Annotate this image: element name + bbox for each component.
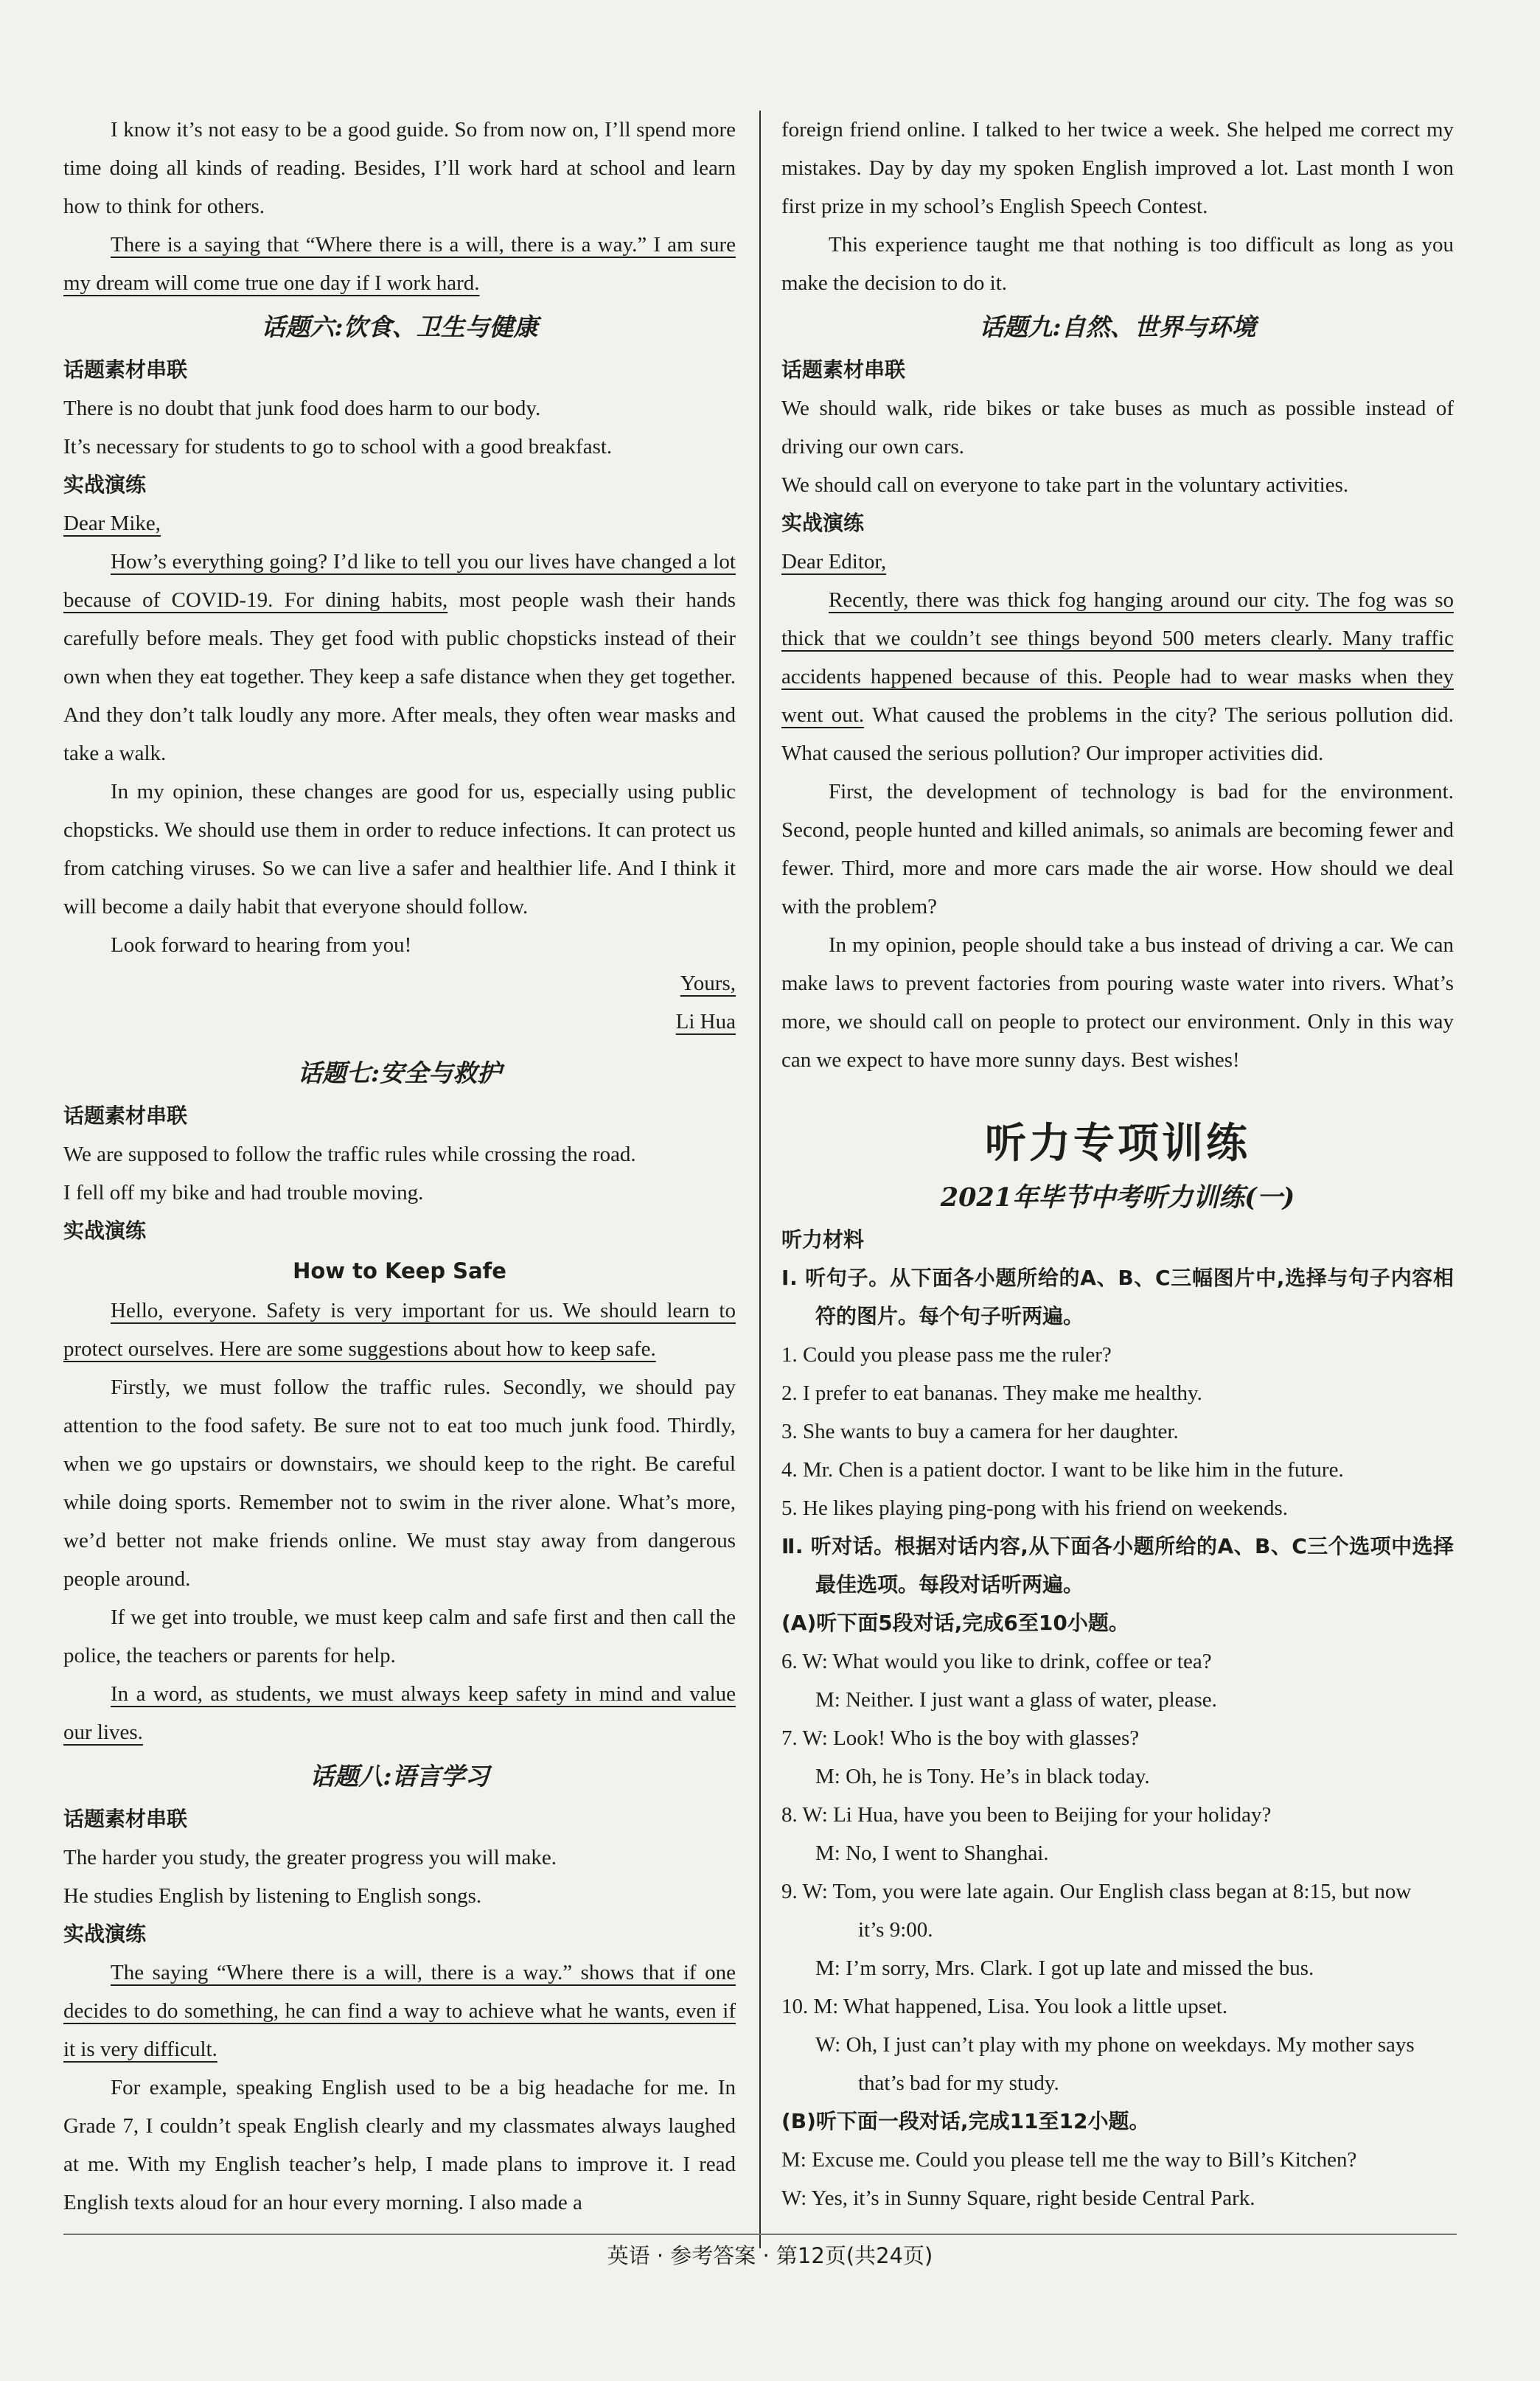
dialogue-line: that’s bad for my study. [858, 2071, 1059, 2095]
paragraph [63, 1675, 736, 1751]
dialogue-line: 6. W: What would you like to drink, coffee or tea? [781, 1650, 1212, 1673]
paragraph: This experience taught me that nothing is too difficult as long as you make the decision to do it. [781, 233, 1454, 295]
signature: Yours, [680, 972, 736, 995]
topic-heading: 话题八:语言学习 [310, 1762, 489, 1791]
footer-rule [63, 2234, 1457, 2235]
underlined-text: There is a saying that “Where there is a will, there is a way.” I am sure my dream will come true one day if I work hard. [63, 233, 736, 295]
dialogue-line: 7. W: Look! Who is the boy with glasses? [781, 1726, 1140, 1750]
sentence: The harder you study, the greater progress you will make. [63, 1846, 557, 1869]
dialogue-line: W: Oh, I just can’t play with my phone on weekdays. My mother says [815, 2033, 1415, 2057]
dialogue-line: M: Neither. I just want a glass of water, please. [815, 1688, 1217, 1712]
section-label: 话题素材串联 [781, 358, 906, 382]
underlined-text: The saying “Where there is a will, there is a way.” shows that if one decides to do something, he can find a way to achieve what he wants, even if it is very difficult. [63, 1961, 736, 2061]
sentence: There is no doubt that junk food does harm to our body. [63, 397, 541, 420]
section-label: 实战演练 [781, 511, 865, 535]
letter-greeting: Dear Mike, [63, 512, 161, 535]
paragraph: In my opinion, people should take a bus instead of driving a car. We can make laws to prevent factories from pouring waste water into rivers. What’s more, we should call on people to protect our environment. Only in this way can we expect to have more sunny days. Best wishes! [781, 933, 1454, 1072]
topic-heading: 话题九:自然、世界与环境 [979, 313, 1256, 341]
paragraph: For example, speaking English used to be a big headache for me. In Grade 7, I couldn’t speak English clearly and my classmates always laughed at me. With my English teacher’s help, I made plans to improve it. I read English texts aloud for an hour every morning. I also made a [63, 2076, 736, 2214]
question: 2. I prefer to eat bananas. They make me healthy. [781, 1381, 1202, 1405]
topic-heading: 话题七:安全与救护 [297, 1059, 502, 1087]
right-column [781, 111, 1454, 2217]
paragraph: If we get into trouble, we must keep calm and safe first and then call the police, the teachers or parents for help. [63, 1606, 736, 1667]
paragraph [63, 1953, 736, 2068]
paragraph: First, the development of technology is bad for the environment. Second, people hunted and killed animals, so animals are becoming fewer and fewer. Third, more and more cars made the air worse. How should we deal with the problem? [781, 780, 1454, 918]
paragraph: Firstly, we must follow the traffic rules. Secondly, we should pay attention to the food safety. Be sure not to eat too much junk food. Thirdly, when we go upstairs or downstairs, we should keep to the right. Be careful while doing sports. Remember not to swim in the river alone. What’s more, we’d better not make friends online. We must stay away from dangerous people around. [63, 1376, 736, 1591]
question: 1. Could you please pass me the ruler? [781, 1343, 1112, 1367]
sentence: We should call on everyone to take part in the voluntary activities. [781, 473, 1349, 497]
dialogue-line: M: I’m sorry, Mrs. Clark. I got up late and missed the bus. [815, 1956, 1314, 1980]
paragraph: In my opinion, these changes are good for us, especially using public chopsticks. We should use them in order to reduce infections. It can protect us from catching viruses. So we can live a safer and healthier life. And I think it will become a daily habit that everyone should follow. [63, 780, 736, 918]
sentence: We are supposed to follow the traffic rules while crossing the road. [63, 1143, 636, 1166]
paragraph: foreign friend online. I talked to her twice a week. She helped me correct my mistakes. Day by day my spoken English improved a lot. Last month I won first prize in my school’s English Speech Contest. [781, 118, 1454, 218]
topic-heading: 话题六:饮食、卫生与健康 [261, 313, 538, 341]
dialogue-line: it’s 9:00. [858, 1918, 933, 1942]
dialogue-line: M: Excuse me. Could you please tell me the way to Bill’s Kitchen? [781, 2148, 1357, 2172]
paragraph [63, 1291, 736, 1368]
section-label: 话题素材串联 [63, 358, 188, 382]
underlined-text: In a word, as students, we must always keep safety in mind and value our lives. [63, 1682, 736, 1744]
letter-greeting: Dear Editor, [781, 550, 887, 574]
left-column [63, 111, 736, 2222]
dialogue-line: 8. W: Li Hua, have you been to Beijing for your holiday? [781, 1803, 1272, 1827]
dialogue-line: 10. M: What happened, Lisa. You look a little upset. [781, 1995, 1228, 2018]
dialogue-line: M: No, I went to Shanghai. [815, 1841, 1049, 1865]
section-title: 听力专项训练 [985, 1120, 1250, 1168]
part-subinstruction: (B)听下面一段对话,完成11至12小题。 [781, 2109, 1150, 2133]
column-divider [759, 111, 761, 2248]
paragraph: I know it’s not easy to be a good guide. So from now on, I’ll spend more time doing all kinds of reading. Besides, I’ll work hard at school and learn how to think for others. [63, 118, 736, 218]
dialogue-line: W: Yes, it’s in Sunny Square, right beside Central Park. [781, 2186, 1255, 2210]
paragraph [63, 226, 736, 302]
paragraph: Recently, there was thick fog hanging around our city. The fog was so thick that we couldn’t see things beyond 500 meters clearly. Many traffic accidents happened because of this. People had to wear masks when they went out. What caused the problems in the city? The serious pollution did. What caused the serious pollution? Our improper activities did. [781, 588, 1454, 765]
essay-title: How to Keep Safe [293, 1258, 506, 1283]
question: 4. Mr. Chen is a patient doctor. I want to be like him in the future. [781, 1458, 1344, 1482]
dialogue-line: M: Oh, he is Tony. He’s in black today. [815, 1765, 1150, 1788]
sentence: It’s necessary for students to go to school with a good breakfast. [63, 435, 613, 459]
signature-name: Li Hua [675, 1010, 736, 1033]
sentence: We should walk, ride bikes or take buses as much as possible instead of driving our own cars. [781, 397, 1454, 459]
underlined-text: Hello, everyone. Safety is very important for us. We should learn to protect ourselves. Here are some suggestions about how to keep safe. [63, 1299, 736, 1361]
dialogue-line: 9. W: Tom, you were late again. Our English class began at 8:15, but now [781, 1880, 1412, 1903]
sentence: He studies English by listening to English songs. [63, 1884, 482, 1908]
section-label: 实战演练 [63, 473, 147, 497]
section-label: 话题素材串联 [63, 1807, 188, 1831]
paragraph: Look forward to hearing from you! [111, 933, 412, 957]
section-label: 实战演练 [63, 1219, 147, 1243]
sentence: I fell off my bike and had trouble moving. [63, 1181, 424, 1205]
section-label: 听力材料 [781, 1227, 865, 1252]
question: 5. He likes playing ping-pong with his friend on weekends. [781, 1496, 1289, 1520]
section-label: 话题素材串联 [63, 1104, 188, 1128]
underlined-text: Recently, there was thick fog hanging around our city. The fog was so thick that we couldn’t see things beyond 500 meters clearly. Many traffic accidents happened because of this. People had to wear masks when they went out. [781, 588, 1454, 727]
part-instruction: Ⅰ. 听句子。从下面各小题所给的A、B、C三幅图片中,选择与句子内容相符的图片。每个句子听两遍。 [781, 1266, 1454, 1328]
page-footer: 英语 · 参考答案 · 第12页(共24页) [607, 2243, 933, 2268]
part-subinstruction: (A)听下面5段对话,完成6至10小题。 [781, 1611, 1129, 1635]
underlined-text: How’s everything going? I’d like to tell you our lives have changed a lot because of COVID-19. For dining habits, [63, 550, 736, 612]
sub-title: 2021年毕节中考听力训练(一) [940, 1182, 1295, 1213]
section-label: 实战演练 [63, 1922, 147, 1946]
paragraph: How’s everything going? I’d like to tell you our lives have changed a lot because of COVID-19. For dining habits, most people wash their hands carefully before meals. They get food with public chopsticks instead of their own when they eat together. They keep a safe distance when they get together. And they don’t talk loudly any more. After meals, they often wear masks and take a walk. [63, 550, 736, 765]
question: 3. She wants to buy a camera for her daughter. [781, 1420, 1179, 1443]
part-instruction: Ⅱ. 听对话。根据对话内容,从下面各小题所给的A、B、C三个选项中选择最佳选项。每段对话听两遍。 [781, 1534, 1454, 1597]
